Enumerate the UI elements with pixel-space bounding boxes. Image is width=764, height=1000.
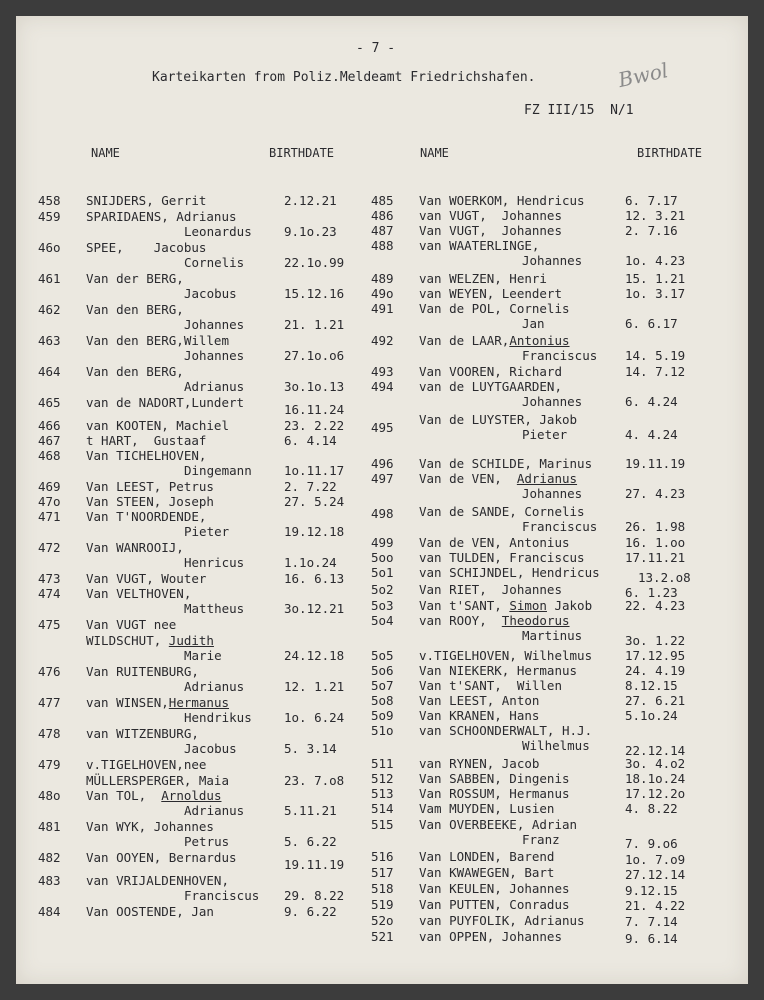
entry-name: van SCHOONDERWALT, H.J. — [419, 723, 593, 738]
entry-given-names: Johannes — [522, 253, 583, 269]
entry-number: 472 — [38, 540, 61, 555]
entry-name: Van t'SANT, Simon Jakob — [419, 598, 593, 613]
entry-number: 493 — [371, 364, 394, 379]
underlined-given-name: Arnoldus — [161, 788, 222, 803]
entry-birthdate: 9. 6.22 — [284, 904, 337, 919]
entry-number: 458 — [38, 193, 61, 208]
entry-name: v.TIGELHOVEN,nee — [86, 757, 207, 772]
entry-birthdate: 3o.1o.13 — [284, 379, 345, 395]
entry-number: 48o — [38, 788, 61, 803]
entry-name: Van WYK, Johannes — [86, 819, 214, 834]
entry-birthdate: 9. 6.14 — [625, 931, 678, 946]
entry-name: van WEYEN, Leendert — [419, 286, 562, 301]
entry-number: 5o8 — [371, 693, 394, 708]
entry-birthdate: 18.1o.24 — [625, 771, 686, 786]
entry-number: 484 — [38, 904, 61, 919]
entry-number: 498 — [371, 506, 394, 521]
entry-given-names: Johannes — [522, 486, 583, 502]
entry-name: Van de SCHILDE, Marinus — [419, 456, 593, 471]
entry-birthdate: 27.12.14 — [625, 867, 686, 882]
entry-name: Van TOL, Arnoldus — [86, 788, 222, 803]
entry-name: van VUGT, Johannes — [419, 208, 562, 223]
entry-given-names: Henricus — [184, 555, 245, 571]
entry-name: Van ROSSUM, Hermanus — [419, 786, 570, 801]
entry-number: 5o9 — [371, 708, 394, 723]
entry-name: WILDSCHUT, Judith — [86, 633, 214, 648]
entry-name: Van de POL, Cornelis — [419, 301, 570, 316]
entry-birthdate: 26. 1.98 — [625, 519, 686, 535]
entry-given-names: Jan — [522, 316, 545, 332]
entry-name: Van PUTTEN, Conradus — [419, 897, 570, 912]
entry-name: Van de LAAR,Antonius — [419, 333, 570, 348]
entry-birthdate: 5. 6.22 — [284, 834, 337, 850]
underlined-given-name: Judith — [168, 633, 214, 648]
underlined-given-name: Adrianus — [516, 471, 578, 486]
right-birthdate-column-header: BIRTHDATE — [637, 146, 703, 160]
underlined-given-name: Simon — [509, 598, 547, 613]
entry-given-names: Franciscus — [184, 888, 260, 904]
entry-name: van TULDEN, Franciscus — [419, 550, 585, 565]
entry-number: 463 — [38, 333, 61, 348]
entry-birthdate: 14. 7.12 — [625, 364, 686, 379]
entry-number: 521 — [371, 929, 394, 944]
entry-birthdate: 17.12.2o — [625, 786, 686, 801]
entry-name: Van SABBEN, Dingenis — [419, 771, 570, 786]
entry-number: 5o7 — [371, 678, 394, 693]
entry-name: MÜLLERSPERGER, Maia — [86, 773, 229, 788]
entry-number: 5o1 — [371, 565, 394, 580]
entry-birthdate: 21. 4.22 — [625, 898, 686, 913]
entry-number: 518 — [371, 881, 394, 896]
entry-given-names: Leonardus — [184, 224, 252, 240]
entry-name: Van de VEN, Adrianus — [419, 471, 578, 486]
entry-name: SPEE, Jacobus — [86, 240, 207, 255]
entry-birthdate: 13.2.o8 — [638, 570, 691, 585]
entry-given-names: Jacobus — [184, 741, 237, 757]
entry-birthdate: 12. 3.21 — [625, 208, 686, 223]
entry-birthdate: 6. 4.24 — [625, 394, 678, 410]
entry-birthdate: 4. 8.22 — [625, 801, 678, 816]
entry-number: 499 — [371, 535, 394, 550]
entry-name: Van RIET, Johannes — [419, 582, 562, 597]
entry-number: 513 — [371, 786, 394, 801]
entry-birthdate: 22.1o.99 — [284, 255, 345, 271]
entry-name: van PUYFOLIK, Adrianus — [419, 913, 585, 928]
entry-name: SPARIDAENS, Adrianus — [86, 209, 237, 224]
entry-birthdate: 16. 1.oo — [625, 535, 686, 550]
entry-birthdate: 12. 1.21 — [284, 679, 345, 695]
entry-number: 486 — [371, 208, 394, 223]
entry-name: Van t'SANT, Willen — [419, 678, 562, 693]
document-title: Karteikarten from Poliz.Meldeamt Friedrichshafen. — [152, 70, 536, 85]
entry-birthdate: 2. 7.16 — [625, 223, 678, 238]
entry-birthdate: 19.12.18 — [284, 524, 345, 540]
entry-given-names: Martinus — [522, 628, 583, 644]
entry-birthdate: 6. 4.14 — [284, 433, 337, 448]
entry-birthdate: 23. 2.22 — [284, 418, 345, 433]
entry-number: 515 — [371, 817, 394, 832]
entry-birthdate: 17.11.21 — [625, 550, 686, 565]
entry-number: 475 — [38, 617, 61, 632]
entry-given-names: Jacobus — [184, 286, 237, 302]
entry-name: van VRIJALDENHOVEN, — [86, 873, 229, 888]
underlined-given-name: Theodorus — [501, 613, 570, 628]
entry-name: Van der BERG, — [86, 271, 184, 286]
entry-number: 491 — [371, 301, 394, 316]
entry-name: Van KEULEN, Johannes — [419, 881, 570, 896]
entry-birthdate: 4. 4.24 — [625, 427, 678, 443]
entry-number: 52o — [371, 913, 394, 928]
entry-birthdate: 27. 5.24 — [284, 494, 345, 509]
entry-given-names: Johannes — [184, 348, 245, 364]
entry-name: van RYNEN, Jacob — [419, 756, 540, 771]
entry-number: 517 — [371, 865, 394, 880]
entry-number: 466 — [38, 418, 61, 433]
entry-number: 473 — [38, 571, 61, 586]
entry-number: 47o — [38, 494, 61, 509]
entry-name: van WAATERLINGE, — [419, 238, 540, 253]
entry-birthdate: 1o. 6.24 — [284, 710, 345, 726]
entry-birthdate: 3o. 4.o2 — [625, 756, 686, 771]
entry-birthdate: 7. 9.o6 — [625, 836, 678, 851]
entry-number: 477 — [38, 695, 61, 710]
entry-number: 5o2 — [371, 582, 394, 597]
entry-name: Van RUITENBURG, — [86, 664, 199, 679]
entry-birthdate: 5.11.21 — [284, 803, 337, 819]
entry-name: van WITZENBURG, — [86, 726, 199, 741]
entry-birthdate: 1o. 4.23 — [625, 253, 686, 269]
underlined-given-name: Hermanus — [168, 695, 230, 710]
entry-number: 462 — [38, 302, 61, 317]
entry-name: Vam MUYDEN, Lusien — [419, 801, 555, 816]
entry-name: van ROOY, Theodorus — [419, 613, 570, 628]
entry-birthdate: 27.1o.o6 — [284, 348, 345, 364]
entry-name: Van T'NOORDENDE, — [86, 509, 207, 524]
entry-birthdate: 15.12.16 — [284, 286, 345, 302]
entry-number: 494 — [371, 379, 394, 394]
entry-name: Van LEEST, Anton — [419, 693, 540, 708]
entry-birthdate: 2.12.21 — [284, 193, 337, 208]
entry-name: Van STEEN, Joseph — [86, 494, 214, 509]
entry-name: Van OOSTENDE, Jan — [86, 904, 214, 919]
entry-given-names: Pieter — [184, 524, 230, 540]
entry-number: 514 — [371, 801, 394, 816]
right-name-column-header: NAME — [420, 146, 449, 160]
entry-given-names: Franciscus — [522, 519, 598, 535]
entry-given-names: Mattheus — [184, 601, 245, 617]
entry-birthdate: 9.12.15 — [625, 883, 678, 898]
entry-given-names: Franz — [522, 832, 560, 848]
entry-number: 483 — [38, 873, 61, 888]
entry-birthdate: 22. 4.23 — [625, 598, 686, 613]
entry-given-names: Adrianus — [184, 803, 245, 819]
entry-number: 476 — [38, 664, 61, 679]
entry-name: Van den BERG, — [86, 364, 184, 379]
entry-number: 489 — [371, 271, 394, 286]
entry-birthdate: 7. 7.14 — [625, 914, 678, 929]
entry-given-names: Hendrikus — [184, 710, 252, 726]
entry-number: 46o — [38, 240, 61, 255]
entry-number: 467 — [38, 433, 61, 448]
entry-given-names: Pieter — [522, 427, 568, 443]
entry-birthdate: 15. 1.21 — [625, 271, 686, 286]
entry-number: 479 — [38, 757, 61, 772]
entry-name: Van de VEN, Antonius — [419, 535, 570, 550]
entry-birthdate: 24. 4.19 — [625, 663, 686, 678]
entry-number: 492 — [371, 333, 394, 348]
entry-birthdate: 27. 6.21 — [625, 693, 686, 708]
entry-birthdate: 3o.12.21 — [284, 601, 345, 617]
entry-birthdate: 1o.11.17 — [284, 463, 345, 479]
entry-name: Van VUGT nee — [86, 617, 177, 632]
entry-number: 478 — [38, 726, 61, 741]
entry-birthdate: 5.1o.24 — [625, 708, 678, 723]
entry-given-names: Adrianus — [184, 379, 245, 395]
entry-name: Van LEEST, Petrus — [86, 479, 214, 494]
entry-name: van WINSEN,Hermanus — [86, 695, 230, 710]
entry-number: 497 — [371, 471, 394, 486]
entry-number: 459 — [38, 209, 61, 224]
entry-name: Van WANROOIJ, — [86, 540, 184, 555]
entry-given-names: Wilhelmus — [522, 738, 590, 754]
entry-name: Van OOYEN, Bernardus — [86, 850, 237, 865]
entry-number: 519 — [371, 897, 394, 912]
entry-birthdate: 24.12.18 — [284, 648, 345, 664]
entry-birthdate: 29. 8.22 — [284, 888, 345, 904]
entry-number: 512 — [371, 771, 394, 786]
entry-name: Van VELTHOVEN, — [86, 586, 192, 601]
entry-number: 464 — [38, 364, 61, 379]
entry-birthdate: 1o. 7.o9 — [625, 852, 686, 867]
entry-birthdate: 23. 7.o8 — [284, 773, 345, 788]
entry-given-names: Marie — [184, 648, 222, 664]
left-name-column-header: NAME — [91, 146, 120, 160]
entry-name: Van TICHELHOVEN, — [86, 448, 207, 463]
entry-name: van de NADORT,Lundert — [86, 395, 245, 410]
entry-number: 5o4 — [371, 613, 394, 628]
entry-birthdate: 22.12.14 — [625, 743, 686, 758]
entry-birthdate: 16.11.24 — [284, 402, 345, 417]
entry-given-names: Johannes — [522, 394, 583, 410]
entry-number: 474 — [38, 586, 61, 601]
entry-birthdate: 6. 7.17 — [625, 193, 678, 208]
entry-birthdate: 14. 5.19 — [625, 348, 686, 364]
entry-name: Van NIEKERK, Hermanus — [419, 663, 578, 678]
entry-name: Van VUGT, Wouter — [86, 571, 207, 586]
entry-birthdate: 6. 1.23 — [625, 585, 678, 600]
entry-number: 488 — [371, 238, 394, 253]
entry-name: Van KWAWEGEN, Bart — [419, 865, 555, 880]
entry-number: 495 — [371, 420, 394, 435]
entry-name: van SCHIJNDEL, Hendricus — [419, 565, 600, 580]
entry-name: Van de SANDE, Cornelis — [419, 504, 585, 519]
entry-number: 471 — [38, 509, 61, 524]
entry-number: 5oo — [371, 550, 394, 565]
entry-name: van de LUYTGAARDEN, — [419, 379, 562, 394]
entry-birthdate: 2. 7.22 — [284, 479, 337, 494]
entry-birthdate: 21. 1.21 — [284, 317, 345, 333]
entry-number: 461 — [38, 271, 61, 286]
entry-name: v.TIGELHOVEN, Wilhelmus — [419, 648, 593, 663]
entry-number: 51o — [371, 723, 394, 738]
left-birthdate-column-header: BIRTHDATE — [269, 146, 335, 160]
entry-number: 511 — [371, 756, 394, 771]
entry-number: 5o5 — [371, 648, 394, 663]
entry-name: van KOOTEN, Machiel — [86, 418, 229, 433]
entry-name: Van LONDEN, Barend — [419, 849, 555, 864]
entry-name: van WELZEN, Henri — [419, 271, 547, 286]
entry-number: 469 — [38, 479, 61, 494]
entry-given-names: Adrianus — [184, 679, 245, 695]
document-reference: FZ III/15 N/1 — [524, 103, 634, 118]
entry-number: 482 — [38, 850, 61, 865]
entry-number: 465 — [38, 395, 61, 410]
entry-birthdate: 3o. 1.22 — [625, 633, 686, 648]
entry-birthdate: 19.11.19 — [284, 857, 345, 872]
handwritten-signature: Bwol — [616, 58, 671, 92]
entry-given-names: Franciscus — [522, 348, 598, 364]
entry-birthdate: 27. 4.23 — [625, 486, 686, 502]
entry-number: 49o — [371, 286, 394, 301]
entry-birthdate: 16. 6.13 — [284, 571, 345, 586]
entry-name: Van VUGT, Johannes — [419, 223, 562, 238]
entry-given-names: Cornelis — [184, 255, 245, 271]
document-page — [16, 16, 748, 984]
entry-number: 496 — [371, 456, 394, 471]
entry-name: Van den BERG,Willem — [86, 333, 229, 348]
entry-name: Van de LUYSTER, Jakob — [419, 412, 578, 427]
page-number: - 7 - — [356, 41, 396, 56]
entry-birthdate: 9.1o.23 — [284, 224, 337, 240]
entry-given-names: Johannes — [184, 317, 245, 333]
entry-number: 516 — [371, 849, 394, 864]
entry-given-names: Petrus — [184, 834, 230, 850]
underlined-given-name: Antonius — [509, 333, 570, 348]
entry-name: SNIJDERS, Gerrit — [86, 193, 207, 208]
entry-birthdate: 5. 3.14 — [284, 741, 337, 757]
entry-number: 485 — [371, 193, 394, 208]
entry-name: van OPPEN, Johannes — [419, 929, 562, 944]
entry-name: Van OVERBEEKE, Adrian — [419, 817, 578, 832]
entry-number: 468 — [38, 448, 61, 463]
entry-birthdate: 1o. 3.17 — [625, 286, 686, 301]
entry-name: Van VOOREN, Richard — [419, 364, 562, 379]
entry-birthdate: 17.12.95 — [625, 648, 686, 663]
entry-birthdate: 6. 6.17 — [625, 316, 678, 332]
entry-number: 5o3 — [371, 598, 394, 613]
entry-number: 481 — [38, 819, 61, 834]
entry-given-names: Dingemann — [184, 463, 252, 479]
entry-birthdate: 8.12.15 — [625, 678, 678, 693]
entry-number: 487 — [371, 223, 394, 238]
entry-name: Van KRANEN, Hans — [419, 708, 540, 723]
entry-birthdate: 19.11.19 — [625, 456, 686, 471]
entry-birthdate: 1.1o.24 — [284, 555, 337, 571]
entry-name: Van WOERKOM, Hendricus — [419, 193, 585, 208]
entry-name: t HART, Gustaaf — [86, 433, 207, 448]
entry-number: 5o6 — [371, 663, 394, 678]
entry-name: Van den BERG, — [86, 302, 184, 317]
